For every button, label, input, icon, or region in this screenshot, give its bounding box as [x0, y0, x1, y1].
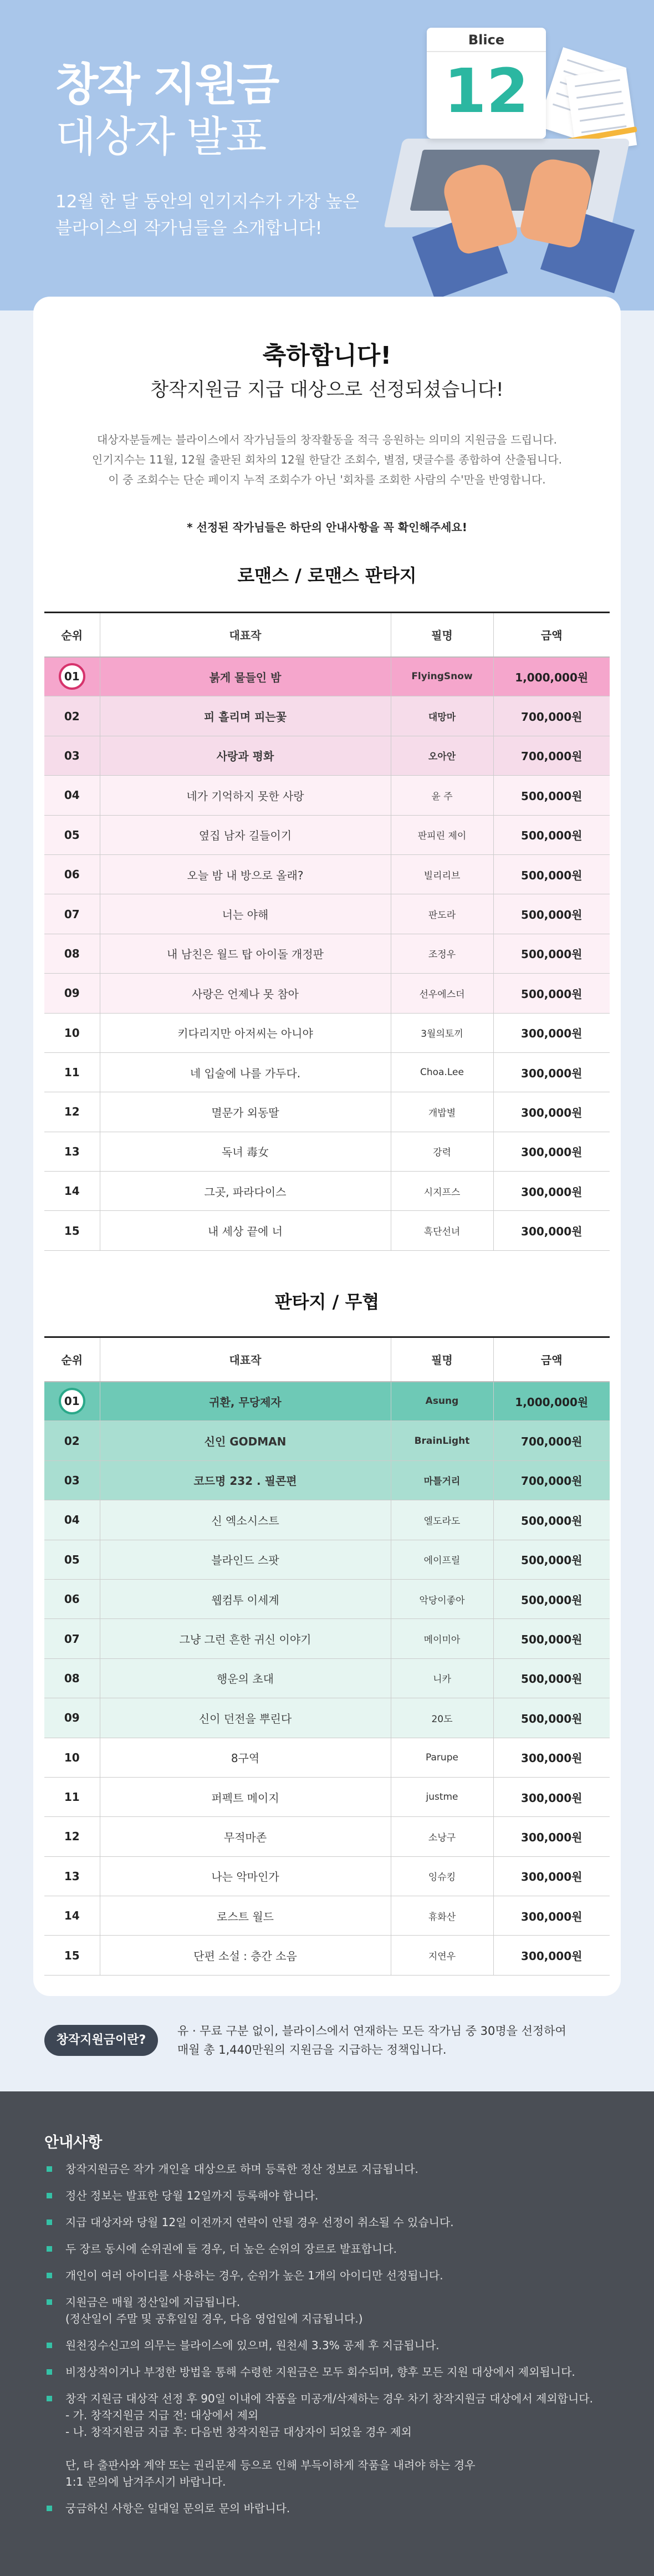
author-cell: justme: [391, 1777, 493, 1816]
author-cell: 판피린 제이: [391, 815, 493, 854]
table-row: [44, 1382, 610, 1421]
amount-cell: 500,000원: [493, 1579, 610, 1618]
title-cell: 퍼펙트 메이지: [100, 1777, 391, 1816]
guide-item: [44, 2267, 615, 2284]
hero-title-line2: 대상자 발표: [55, 112, 266, 161]
guide-item: [44, 2500, 615, 2517]
table-row: [44, 854, 610, 894]
author-cell: 지연우: [391, 1936, 493, 1975]
intro-line: 인기지수는 11월, 12월 출판된 회차의 12월 한달간 조회수, 별점, 댓글수를 종합하여 산출됩니다.: [92, 453, 562, 466]
table-row: [44, 1460, 610, 1500]
table-row: [44, 1092, 610, 1132]
amount-cell: 500,000원: [493, 1658, 610, 1698]
guide-item: [44, 2294, 615, 2327]
guide-item: [44, 2390, 615, 2490]
guide-title: 안내사항: [44, 2134, 103, 2151]
guide-section: [0, 2091, 654, 2576]
rank-badge: 01: [59, 1388, 85, 1414]
amount-cell: 300,000원: [493, 1132, 610, 1171]
rank-cell: 09: [44, 1698, 100, 1738]
calendar-brand: Blice: [427, 28, 546, 52]
guide-list: [44, 2161, 615, 2527]
author-cell: 시지프스: [391, 1172, 493, 1211]
rank-cell: 13: [44, 1132, 100, 1171]
intro-text: [33, 430, 621, 490]
title-cell: 블라인드 스팟: [100, 1540, 391, 1579]
author-cell: 엘도라도: [391, 1500, 493, 1540]
guide-item-line: 두 장르 동시에 순위권에 들 경우, 더 높은 순위의 장르로 발표합니다.: [65, 2242, 397, 2256]
calendar-icon: [427, 28, 546, 139]
rank-cell: 15: [44, 1211, 100, 1250]
table-row: [44, 657, 610, 696]
author-cell: Asung: [391, 1382, 493, 1421]
title-cell: 그냥 그런 흔한 귀신 이야기: [100, 1619, 391, 1658]
intro-line: 대상자분들께는 블라이스에서 작가님들의 창작활동을 적극 응원하는 의미의 지원금을 드립니다.: [96, 433, 558, 446]
amount-cell: 500,000원: [493, 894, 610, 934]
amount-cell: 700,000원: [493, 736, 610, 775]
rank-badge: 01: [59, 663, 85, 690]
title-cell: 나는 악마인가: [100, 1856, 391, 1896]
guide-item-line: 원천징수신고의 의무는 블라이스에 있으며, 원천세 3.3% 공제 후 지급됩니다.: [65, 2339, 440, 2352]
author-cell: 마틀거리: [391, 1460, 493, 1500]
rank-cell: [44, 657, 100, 696]
title-cell: 피 흘리며 피는꽃: [100, 696, 391, 736]
amount-cell: 500,000원: [493, 854, 610, 894]
guide-item-line: 지급 대상자와 당월 12일 이전까지 연락이 안될 경우 선정이 취소될 수 있습니다.: [65, 2216, 454, 2229]
amount-cell: 300,000원: [493, 1777, 610, 1816]
author-cell: 에이프릴: [391, 1540, 493, 1579]
title-cell: 사랑과 평화: [100, 736, 391, 775]
laptop-illustration: [382, 17, 637, 238]
guide-item: [44, 2241, 615, 2257]
guide-item-line: 지원금은 매월 정산일에 지급됩니다.: [65, 2295, 241, 2309]
title-cell: 행운의 초대: [100, 1658, 391, 1698]
definition-box: [44, 2018, 626, 2068]
author-cell: BrainLight: [391, 1421, 493, 1460]
table-row: [44, 1052, 610, 1092]
table-row: [44, 1132, 610, 1171]
table-row: [44, 894, 610, 934]
amount-cell: 500,000원: [493, 1500, 610, 1540]
title-cell: 코드명 232 . 필콘편: [100, 1460, 391, 1500]
table-header-row: [44, 613, 610, 657]
rank-cell: 08: [44, 934, 100, 973]
rank-cell: [44, 1382, 100, 1421]
title-cell: 신이 던전을 뿌린다: [100, 1698, 391, 1738]
title-cell: 귀환, 무당제자: [100, 1382, 391, 1421]
header-rank: 순위: [44, 613, 100, 657]
table-row: [44, 1619, 610, 1658]
rank-cell: 07: [44, 1619, 100, 1658]
rank-cell: 02: [44, 1421, 100, 1460]
title-cell: 네 입술에 나를 가두다.: [100, 1052, 391, 1092]
rank-cell: 11: [44, 1052, 100, 1092]
header-amount: 금액: [493, 1337, 610, 1382]
definition-text: [177, 2022, 621, 2059]
author-cell: 악당이좋아: [391, 1579, 493, 1618]
table-row: [44, 1421, 610, 1460]
title-cell: 독녀 毒女: [100, 1132, 391, 1171]
table-row: [44, 934, 610, 973]
guide-item: [44, 2337, 615, 2354]
rank-cell: 08: [44, 1658, 100, 1698]
table-row: [44, 1936, 610, 1975]
rank-cell: 13: [44, 1856, 100, 1896]
amount-cell: 500,000원: [493, 974, 610, 1013]
title-cell: 신인 GODMAN: [100, 1421, 391, 1460]
rank-cell: 02: [44, 696, 100, 736]
title-cell: 단편 소설 : 층간 소음: [100, 1936, 391, 1975]
hero-title-line1: 창작 지원금: [55, 59, 279, 110]
amount-cell: 500,000원: [493, 815, 610, 854]
amount-cell: 300,000원: [493, 1856, 610, 1896]
title-cell: 내 남친은 월드 탑 아이돌 개정판: [100, 934, 391, 973]
header-title: 대표작: [100, 613, 391, 657]
rank-cell: 09: [44, 974, 100, 1013]
amount-cell: 300,000원: [493, 1738, 610, 1777]
guide-item-line: 단, 타 출판사와 계약 또는 권리문제 등으로 인해 부득이하게 작품을 내려야 하는 경우: [65, 2458, 476, 2472]
table-row: [44, 1540, 610, 1579]
romance-section-title: 로맨스 / 로맨스 판타지: [237, 565, 417, 586]
header-author: 필명: [391, 1337, 493, 1382]
guide-item-line: - 나. 창작지원금 지급 후: 다음번 창작지원금 대상자이 되었을 경우 제외: [65, 2425, 412, 2438]
rank-cell: 15: [44, 1936, 100, 1975]
rank-cell: 05: [44, 1540, 100, 1579]
guide-item-line: [65, 2440, 615, 2457]
amount-cell: 700,000원: [493, 1421, 610, 1460]
author-cell: 판도라: [391, 894, 493, 934]
rank-cell: 03: [44, 736, 100, 775]
notice-text: * 선정된 작가님들은 하단의 안내사항을 꼭 확인해주세요!: [187, 521, 467, 534]
amount-cell: 500,000원: [493, 1619, 610, 1658]
table-row: [44, 1500, 610, 1540]
guide-item: [44, 2364, 615, 2380]
title-cell: 멸문가 외동딸: [100, 1092, 391, 1132]
amount-cell: 500,000원: [493, 1540, 610, 1579]
amount-cell: 300,000원: [493, 1896, 610, 1936]
author-cell: 강력: [391, 1132, 493, 1171]
title-cell: 무적마존: [100, 1817, 391, 1856]
rank-cell: 07: [44, 894, 100, 934]
rank-cell: 10: [44, 1738, 100, 1777]
rank-cell: 05: [44, 815, 100, 854]
table-row: [44, 1211, 610, 1250]
guide-item: [44, 2214, 615, 2231]
table-row: [44, 1738, 610, 1777]
title-cell: 신 엑소시스트: [100, 1500, 391, 1540]
calendar-day: 12: [443, 55, 529, 126]
table-row: [44, 1172, 610, 1211]
table-row: [44, 1856, 610, 1896]
definition-label: 창작지원금이란?: [44, 2025, 158, 2056]
guide-item-line: 창작지원금은 작가 개인을 대상으로 하며 등록한 정산 정보로 지급됩니다.: [65, 2162, 418, 2176]
rank-cell: 11: [44, 1777, 100, 1816]
title-cell: 그곳, 파라다이스: [100, 1172, 391, 1211]
author-cell: 20도: [391, 1698, 493, 1738]
author-cell: 니카: [391, 1658, 493, 1698]
rank-cell: 06: [44, 854, 100, 894]
title-cell: 너는 야해: [100, 894, 391, 934]
title-cell: 사랑은 언제나 못 참아: [100, 974, 391, 1013]
fantasy-section-title: 판타지 / 무협: [274, 1291, 380, 1312]
guide-item-line: 개인이 여러 아이디를 사용하는 경우, 순위가 높은 1개의 아이디만 선정됩니다.: [65, 2269, 443, 2282]
definition-line: 유 · 무료 구분 없이, 블라이스에서 연재하는 모든 작가님 중 30명을 선정하여: [177, 2024, 566, 2038]
title-cell: 붉게 물들인 밤: [100, 657, 391, 696]
amount-cell: 300,000원: [493, 1013, 610, 1052]
guide-item-line: 1:1 문의에 남겨주시기 바랍니다.: [65, 2475, 226, 2488]
rank-cell: 04: [44, 776, 100, 815]
fantasy-table-body: [44, 1382, 610, 1976]
author-cell: 3월의토끼: [391, 1013, 493, 1052]
rank-cell: 12: [44, 1092, 100, 1132]
amount-cell: 700,000원: [493, 696, 610, 736]
hero-description: [55, 189, 399, 242]
hero-desc-line1: 12월 한 달 동안의 인기지수가 가장 높은: [55, 192, 359, 212]
table-row: [44, 974, 610, 1013]
announcement-card: [33, 297, 621, 1996]
author-cell: 개밥별: [391, 1092, 493, 1132]
author-cell: 윤 주: [391, 776, 493, 815]
author-cell: 휴화산: [391, 1896, 493, 1936]
title-cell: 8구역: [100, 1738, 391, 1777]
table-header-row: [44, 1337, 610, 1382]
title-cell: 웹컴투 이세계: [100, 1579, 391, 1618]
header-author: 필명: [391, 613, 493, 657]
author-cell: 빌리리브: [391, 854, 493, 894]
hero-desc-line2: 블라이스의 작가님들을 소개합니다!: [55, 218, 323, 238]
guide-item-line: 비정상적이거나 부정한 방법을 통해 수령한 지원금은 모두 회수되며, 향후 모든 지원 대상에서 제외됩니다.: [65, 2365, 575, 2379]
author-cell: 조정우: [391, 934, 493, 973]
author-cell: FlyingSnow: [391, 657, 493, 696]
definition-line: 매월 총 1,440만원의 지원금을 지급하는 정책입니다.: [177, 2043, 447, 2056]
romance-table: [44, 612, 610, 1251]
hero-banner: [0, 0, 654, 310]
guide-item-line: 궁금하신 사항은 일대일 문의로 문의 바랍니다.: [65, 2502, 290, 2515]
author-cell: 메이미아: [391, 1619, 493, 1658]
header-title: 대표작: [100, 1337, 391, 1382]
rank-cell: 14: [44, 1172, 100, 1211]
table-row: [44, 736, 610, 775]
amount-cell: 300,000원: [493, 1936, 610, 1975]
guide-item-line: (정산일이 주말 및 공휴일일 경우, 다음 영업일에 지급됩니다.): [65, 2312, 363, 2325]
selected-subheading: 창작지원금 지급 대상으로 선정되셨습니다!: [150, 379, 504, 401]
guide-item-line: - 가. 창작지원금 지급 전: 대상에서 제외: [65, 2409, 259, 2422]
amount-cell: 300,000원: [493, 1052, 610, 1092]
amount-cell: 300,000원: [493, 1817, 610, 1856]
rank-cell: 12: [44, 1817, 100, 1856]
author-cell: Parupe: [391, 1738, 493, 1777]
rank-cell: 03: [44, 1460, 100, 1500]
table-row: [44, 1579, 610, 1618]
author-cell: 오아안: [391, 736, 493, 775]
header-rank: 순위: [44, 1337, 100, 1382]
amount-cell: 1,000,000원: [493, 657, 610, 696]
rank-cell: 06: [44, 1579, 100, 1618]
title-cell: 네가 기억하지 못한 사랑: [100, 776, 391, 815]
amount-cell: 500,000원: [493, 1698, 610, 1738]
author-cell: 소낭구: [391, 1817, 493, 1856]
table-row: [44, 776, 610, 815]
author-cell: 선우에스더: [391, 974, 493, 1013]
rank-cell: 14: [44, 1896, 100, 1936]
congrats-heading: 축하합니다!: [262, 342, 392, 370]
title-cell: 내 세상 끝에 너: [100, 1211, 391, 1250]
guide-item-line: 창작 지원금 대상작 선정 후 90일 이내에 작품을 미공개/삭제하는 경우 차기 창작지원금 대상에서 제외합니다.: [65, 2392, 593, 2405]
intro-line: 이 중 조회수는 단순 페이지 누적 조회수가 아닌 '회차를 조회한 사람의 수'만을 반영합니다.: [108, 473, 546, 486]
amount-cell: 300,000원: [493, 1092, 610, 1132]
author-cell: 잉슈킹: [391, 1856, 493, 1896]
table-row: [44, 696, 610, 736]
amount-cell: 500,000원: [493, 934, 610, 973]
author-cell: 흑단선녀: [391, 1211, 493, 1250]
rank-cell: 10: [44, 1013, 100, 1052]
author-cell: Choa.Lee: [391, 1052, 493, 1092]
guide-item: [44, 2187, 615, 2204]
romance-table-body: [44, 657, 610, 1251]
amount-cell: 300,000원: [493, 1211, 610, 1250]
title-cell: 키다리지만 아저씨는 아니야: [100, 1013, 391, 1052]
guide-item-line: 정산 정보는 발표한 당월 12일까지 등록해야 합니다.: [65, 2189, 319, 2202]
amount-cell: 1,000,000원: [493, 1382, 610, 1421]
guide-item: [44, 2161, 615, 2177]
header-amount: 금액: [493, 613, 610, 657]
title-cell: 옆집 남자 길들이기: [100, 815, 391, 854]
fantasy-table: [44, 1336, 610, 1976]
table-row: [44, 1777, 610, 1816]
amount-cell: 700,000원: [493, 1460, 610, 1500]
author-cell: 대망마: [391, 696, 493, 736]
table-row: [44, 1896, 610, 1936]
table-row: [44, 1658, 610, 1698]
title-cell: 로스트 월드: [100, 1896, 391, 1936]
amount-cell: 500,000원: [493, 776, 610, 815]
table-row: [44, 815, 610, 854]
table-row: [44, 1013, 610, 1052]
title-cell: 오늘 밤 내 방으로 올래?: [100, 854, 391, 894]
rank-cell: 04: [44, 1500, 100, 1540]
table-row: [44, 1817, 610, 1856]
table-row: [44, 1698, 610, 1738]
amount-cell: 300,000원: [493, 1172, 610, 1211]
